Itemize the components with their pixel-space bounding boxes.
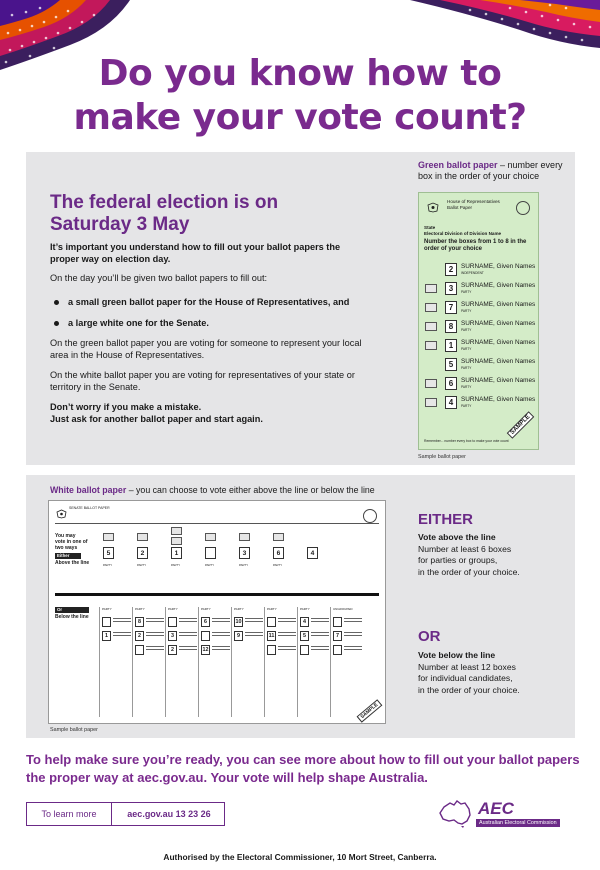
candidate-name: SURNAME, Given Names <box>461 282 536 289</box>
party-logo-icon <box>103 533 114 541</box>
party-label: PARTY <box>201 607 211 611</box>
party-logo-icon <box>171 527 182 535</box>
green-ballot-footer: Remember... number every box to make your vote count <box>424 439 509 443</box>
below-vote-box[interactable]: 12 <box>202 647 209 653</box>
candidate-name-lines <box>278 646 296 654</box>
either-bold: Vote above the line <box>418 532 496 542</box>
ways-to-vote <box>55 533 88 551</box>
candidate-vote-box[interactable]: 6 <box>445 377 457 390</box>
learn-more-box <box>26 802 225 826</box>
below-vote-box[interactable]: 1 <box>102 631 111 641</box>
above-vote-box[interactable]: 5 <box>103 547 114 559</box>
ballot-divider <box>55 523 379 524</box>
candidate-vote-box[interactable]: 7 <box>445 301 457 314</box>
aec-abbreviation: AEC <box>478 799 514 818</box>
above-vote-box[interactable]: 1 <box>171 547 182 559</box>
candidate-party: PARTY <box>461 366 472 370</box>
candidate-vote-box[interactable]: 2 <box>445 263 457 276</box>
candidate-row <box>423 396 535 410</box>
below-vote-box[interactable] <box>267 617 276 627</box>
candidate-name: SURNAME, Given Names <box>461 358 536 365</box>
or-line-3: for individual candidates, <box>418 673 513 683</box>
candidate-name-lines <box>245 632 263 640</box>
party-label: PARTY <box>300 607 310 611</box>
candidate-row <box>423 263 535 277</box>
election-title-line-2: Saturday 3 May <box>50 214 190 235</box>
below-vote-box[interactable]: 4 <box>300 617 309 627</box>
either-instructions <box>418 532 568 578</box>
aec-full-name: Australian Electoral Commission <box>476 819 560 827</box>
bullet-dot <box>54 321 59 326</box>
below-vote-box[interactable]: 9 <box>234 631 243 641</box>
candidate-party: PARTY <box>461 404 472 408</box>
green-ballot-caption: Sample ballot paper <box>418 454 466 460</box>
candidate-name-lines <box>311 646 329 654</box>
green-paragraph: On the green ballot paper you are voting for someone to represent your local area in the House of Representatives. <box>50 338 362 360</box>
party-logo-icon <box>425 303 437 312</box>
candidate-name-lines <box>113 632 131 640</box>
green-ballot-division: Electoral Division of Division Name <box>424 231 502 236</box>
candidate-name-lines <box>146 632 164 640</box>
below-column <box>132 607 165 717</box>
below-column <box>165 607 198 717</box>
election-title-line-1: The federal election is on <box>50 192 279 213</box>
sample-stamp: SAMPLE <box>357 699 383 722</box>
below-the-line-heading: Below the line <box>55 614 89 620</box>
below-vote-box[interactable]: 6 <box>201 617 210 627</box>
below-column <box>264 607 297 717</box>
candidate-name-lines <box>113 618 131 626</box>
ungrouped-label: UNGROUPED <box>333 607 353 611</box>
green-ballot-state <box>424 225 501 237</box>
australia-map-icon <box>438 799 472 829</box>
coat-of-arms-icon <box>55 509 68 519</box>
candidate-row <box>423 282 535 296</box>
above-vote-box[interactable]: 3 <box>239 547 250 559</box>
candidate-row <box>423 339 535 353</box>
candidate-name-lines <box>311 618 329 626</box>
bullet-white-text: a large white one for the Senate. <box>68 318 209 328</box>
party-label: PARTY <box>102 607 112 611</box>
below-vote-box[interactable]: 3 <box>168 631 177 641</box>
below-vote-box[interactable]: 2 <box>168 645 177 655</box>
either-line-2: Number at least 6 boxes <box>418 543 512 554</box>
below-vote-box[interactable]: 2 <box>135 631 144 641</box>
candidate-name-lines <box>179 632 197 640</box>
white-ballot-header: SENATE BALLOT PAPER <box>69 506 110 510</box>
or-instructions <box>418 650 568 696</box>
below-vote-box[interactable] <box>267 645 276 655</box>
party-logo-icon <box>425 379 437 388</box>
below-column <box>99 607 132 717</box>
the-line <box>55 593 379 596</box>
above-the-line-heading: Above the line <box>55 560 90 566</box>
candidate-name: SURNAME, Given Names <box>461 320 536 327</box>
green-ballot-label-rest: – number every box in the order of your choice <box>418 160 563 181</box>
mistake-line-1: Don’t worry if you make a mistake. <box>50 402 202 412</box>
below-vote-box[interactable] <box>300 645 309 655</box>
below-vote-box[interactable] <box>135 645 144 655</box>
above-vote-box[interactable]: 6 <box>273 547 284 559</box>
candidate-row <box>423 301 535 315</box>
party-label: PARTY <box>234 607 244 611</box>
white-ballot-label-bold: White ballot paper <box>50 485 127 495</box>
party-logo-icon <box>171 537 182 545</box>
candidate-name-lines <box>278 632 296 640</box>
either-line-3: for parties or groups, <box>418 555 498 565</box>
green-ballot-state-text: State <box>424 225 436 230</box>
candidate-name-lines <box>212 646 230 654</box>
above-vote-box[interactable]: 2 <box>137 547 148 559</box>
below-column <box>330 607 363 717</box>
candidate-row <box>423 320 535 334</box>
below-vote-box[interactable]: 7 <box>333 631 342 641</box>
candidate-name: SURNAME, Given Names <box>461 339 536 346</box>
green-ballot-header-line-1: House of Representatives <box>447 199 500 204</box>
below-vote-box[interactable]: 11 <box>268 633 275 639</box>
below-vote-box[interactable]: 5 <box>300 631 309 641</box>
headline-line-2: make your vote count? <box>73 97 527 138</box>
bullet-dot <box>54 300 59 305</box>
mistake-line-2: Just ask for another ballot paper and start again. <box>50 414 263 424</box>
below-vote-box[interactable]: 8 <box>135 617 144 627</box>
green-ballot-header <box>447 199 500 211</box>
below-vote-box[interactable] <box>333 645 342 655</box>
either-heading: EITHER <box>418 511 474 528</box>
help-message: To help make sure you’re ready, you can see more about how to fill out your ballot papers the proper way at aec.gov.au. Your vote will help shape Australia. <box>26 752 580 785</box>
party-label: PARTY <box>205 563 215 567</box>
candidate-name: SURNAME, Given Names <box>461 377 536 384</box>
party-label: PARTY <box>103 563 113 567</box>
candidate-name: SURNAME, Given Names <box>461 396 536 403</box>
below-vote-box[interactable] <box>168 617 177 627</box>
green-ballot-paper <box>418 192 539 450</box>
candidate-row <box>423 377 535 391</box>
either-line-4: in the order of your choice. <box>418 566 520 577</box>
white-ballot-label <box>50 485 375 495</box>
candidate-party: PARTY <box>461 290 472 294</box>
party-logo-icon <box>239 533 250 541</box>
party-logo-icon <box>137 533 148 541</box>
green-ballot-header-line-2: Ballot Paper <box>447 205 473 210</box>
white-ballot-label-rest: – you can choose to vote either above the line or below the line <box>126 485 375 495</box>
either-tag: Either <box>55 553 81 559</box>
party-label: PARTY <box>171 563 181 567</box>
green-ballot-label-bold: Green ballot paper <box>418 160 498 170</box>
party-logo-icon <box>273 533 284 541</box>
intro-paragraph: It’s important you understand how to fill out your ballot papers the proper way on election day. <box>50 242 341 264</box>
below-column <box>231 607 264 717</box>
candidate-party: PARTY <box>461 385 472 389</box>
candidate-row <box>423 358 535 372</box>
headline <box>0 52 600 140</box>
aec-logo <box>438 799 578 831</box>
party-logo-icon <box>205 533 216 541</box>
ways-to-vote-line-3: two ways <box>55 545 78 551</box>
or-tag: Or <box>55 607 89 613</box>
or-heading: OR <box>418 628 441 645</box>
party-label: PARTY <box>267 607 277 611</box>
aec-seal-icon <box>363 509 377 523</box>
candidate-name-lines <box>344 646 362 654</box>
below-vote-box[interactable] <box>102 617 111 627</box>
candidate-name-lines <box>278 618 296 626</box>
candidate-name-lines <box>179 618 197 626</box>
below-vote-box[interactable]: 10 <box>235 619 242 625</box>
candidate-name-lines <box>212 632 230 640</box>
candidate-party: PARTY <box>461 347 472 351</box>
candidate-name-lines <box>344 632 362 640</box>
bullet-green-text: a small green ballot paper for the House of Representatives, and <box>68 297 350 307</box>
candidate-vote-box[interactable]: 8 <box>445 320 457 333</box>
mistake-paragraph <box>50 401 370 425</box>
coat-of-arms-icon <box>426 202 440 213</box>
party-label: PARTY <box>239 563 249 567</box>
learn-more-label: To learn more <box>27 803 112 825</box>
party-logo-icon <box>425 322 437 331</box>
given-paragraph: On the day you’ll be given two ballot papers to fill out: <box>50 273 268 283</box>
candidate-name-lines <box>311 632 329 640</box>
ways-to-vote-line-2: vote in one of <box>55 539 88 545</box>
candidate-vote-box[interactable]: 3 <box>445 282 457 295</box>
candidate-party: INDEPENDENT <box>461 271 484 275</box>
party-label: PARTY <box>273 563 283 567</box>
below-vote-box[interactable] <box>333 617 342 627</box>
white-ballot-paper <box>48 500 386 724</box>
election-date-heading <box>50 192 380 236</box>
green-ballot-instruction: Number the boxes from 1 to 8 in the order of your choice <box>424 239 527 252</box>
candidate-name-lines <box>146 618 164 626</box>
candidate-party: PARTY <box>461 309 472 313</box>
candidate-name-lines <box>344 618 362 626</box>
candidate-name-lines <box>212 618 230 626</box>
white-ballot-caption: Sample ballot paper <box>50 727 98 733</box>
or-line-4: in the order of your choice. <box>418 684 520 695</box>
learn-more-contact-link[interactable]: aec.gov.au 13 23 26 <box>127 809 211 819</box>
above-vote-box[interactable] <box>205 547 216 559</box>
candidate-party: PARTY <box>461 328 472 332</box>
aec-seal-icon <box>516 201 530 215</box>
candidate-name: SURNAME, Given Names <box>461 301 536 308</box>
party-label: PARTY <box>137 563 147 567</box>
below-column <box>297 607 330 717</box>
candidate-vote-box[interactable]: 5 <box>445 358 457 371</box>
below-vote-box[interactable] <box>201 631 210 641</box>
candidate-name-lines <box>179 646 197 654</box>
candidate-vote-box[interactable]: 1 <box>445 339 457 352</box>
candidate-name-lines <box>245 618 263 626</box>
decorative-dot-art-right <box>410 0 600 48</box>
candidate-vote-box[interactable]: 4 <box>445 396 457 409</box>
candidate-name-lines <box>146 646 164 654</box>
headline-line-1: Do you know how to <box>98 53 502 94</box>
below-column <box>198 607 231 717</box>
party-logo-icon <box>425 341 437 350</box>
party-logo-icon <box>425 398 437 407</box>
or-line-2: Number at least 12 boxes <box>418 661 516 672</box>
or-bold: Vote below the line <box>418 650 496 660</box>
party-logo-icon <box>425 284 437 293</box>
party-label: PARTY <box>135 607 145 611</box>
above-vote-box[interactable]: 4 <box>307 547 318 559</box>
ways-to-vote-line-1: You may <box>55 533 76 539</box>
party-label: PARTY <box>168 607 178 611</box>
green-ballot-label <box>418 160 568 182</box>
candidate-name: SURNAME, Given Names <box>461 263 536 270</box>
white-paragraph: On the white ballot paper you are voting for representatives of your state or territory in the Senate. <box>50 370 355 392</box>
sample-stamp: SAMPLE <box>507 411 535 439</box>
authorisation-statement: Authorised by the Electoral Commissioner, 10 Mort Street, Canberra. <box>163 852 437 862</box>
